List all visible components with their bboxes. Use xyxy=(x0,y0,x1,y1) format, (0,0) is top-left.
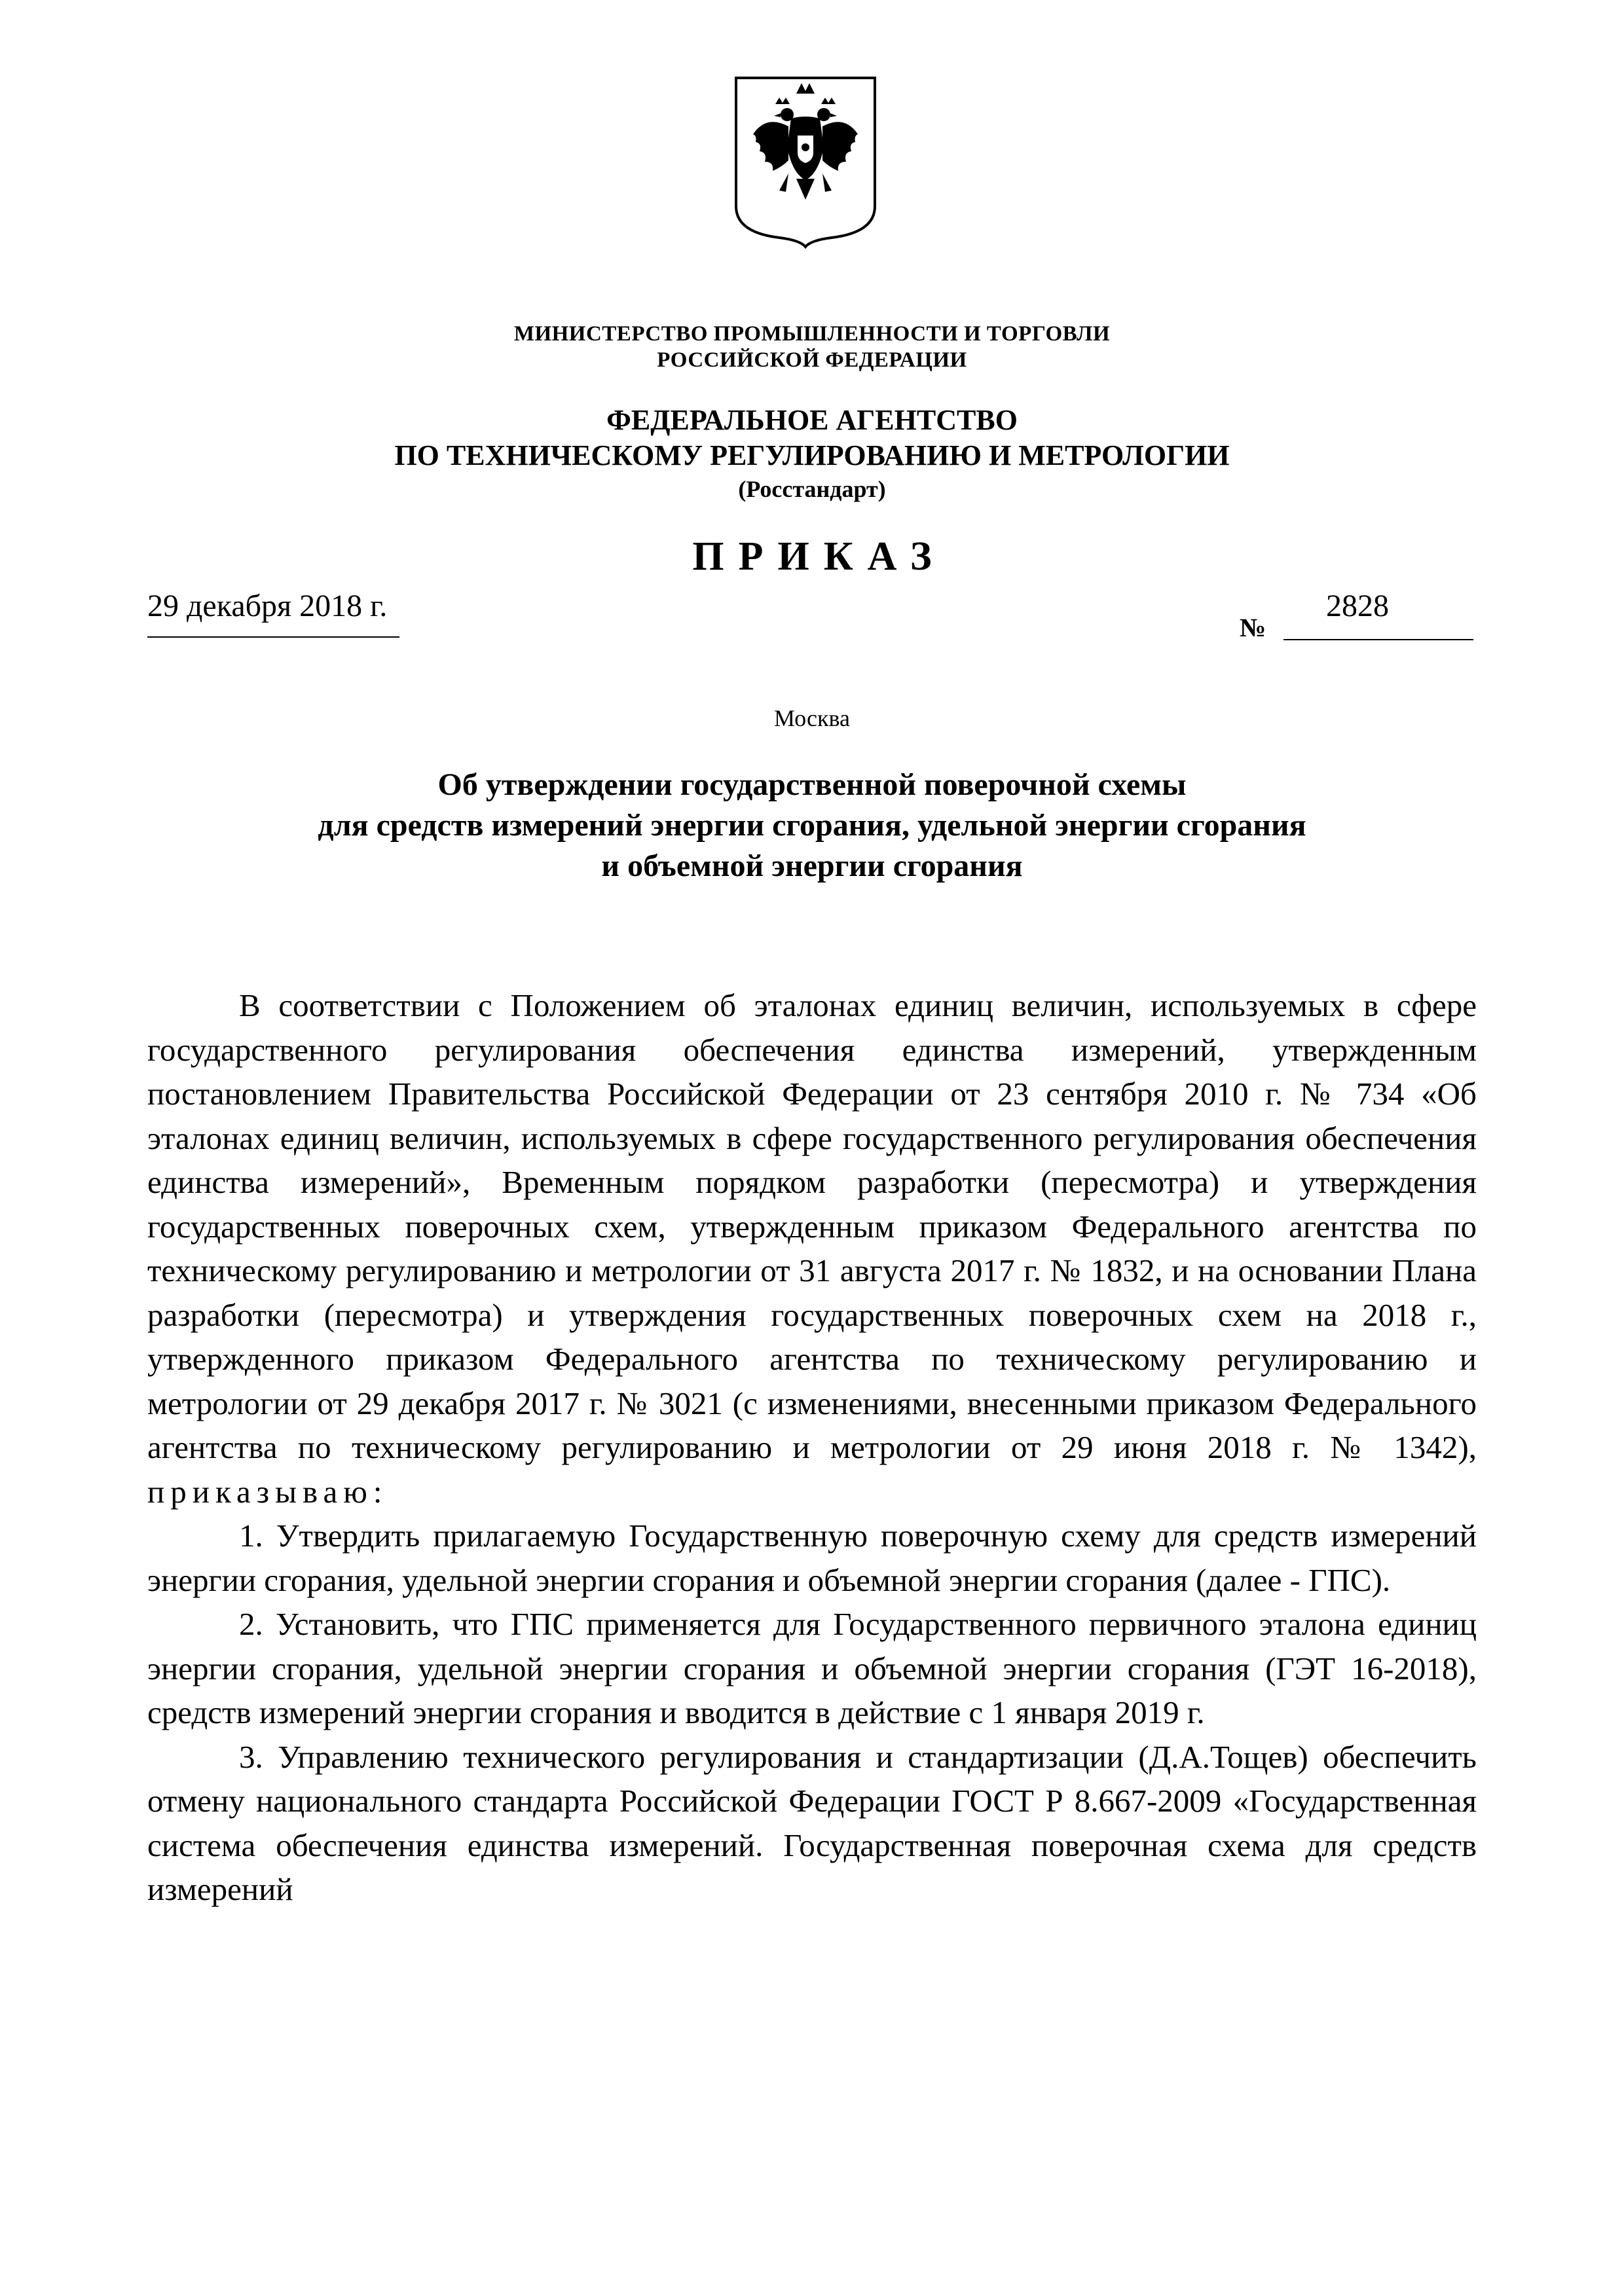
preamble-paragraph xyxy=(147,983,1477,1514)
item-3: 3. Управлению технического регулирования и стандартизации (Д.А.Тощев) обеспечить отмену национального стандарта Российской Федерации ГОСТ Р 8.667-2009 «Государственная система обеспечения единства измерений. Государственная поверочная схема для средств измерений xyxy=(147,1738,1477,1907)
order-date: 29 декабря 2018 г. xyxy=(147,588,399,638)
title-line-3: и объемной энергии сгорания xyxy=(601,848,1023,883)
document-body xyxy=(147,983,1477,1912)
city: Москва xyxy=(774,705,850,731)
document-title xyxy=(131,765,1493,886)
agency-short-name: (Росстандарт) xyxy=(738,476,886,502)
ministry-name xyxy=(0,321,1624,373)
title-line-2: для средств измерений энергии сгорания, удельной энергии сгорания xyxy=(318,808,1306,843)
number-sign: № xyxy=(1240,613,1266,642)
preamble-text: В соответствии с Положением об эталонах единиц величин, используемых в сфере государственного регулирования обеспечения единства измерений, утвержденным постановлением Правительства Российской Федерации от 23 сентября 2010 г. № 734 «Об эталонах единиц величин, используемых в сфере государственного регулирования обеспечения единства измерений», Временным порядком разработки (пересмотра) и утверждения государственных поверочных схем, утвержденным приказом Федерального агентства по техническому регулированию и метрологии от 31 августа 2017 г. № 1832, и на основании Плана разработки (пересмотра) и утверждения государственных поверочных схем на 2018 г., утвержденного приказом Федерального агентства по техническому регулированию и метрологии от 29 декабря 2017 г. № 3021 (с изменениями, внесенными приказом Федерального агентства по техническому регулированию и метрологии от 29 июня 2018 г. № 1342), xyxy=(147,987,1477,1465)
order-number-field xyxy=(1283,588,1473,640)
item-1: 1. Утвердить прилагаемую Государственную поверочную схему для средств измерений энергии сгорания, удельной энергии сгорания и объемной энергии сгорания (далее - ГПС). xyxy=(147,1518,1477,1598)
document-type: ПРИКАЗ xyxy=(692,534,946,579)
order-number: 2828 xyxy=(1326,589,1389,623)
agency-line-1: ФЕДЕРАЛЬНОЕ АГЕНТСТВО xyxy=(606,404,1018,436)
title-line-1: Об утверждении государственной поверочной схемы xyxy=(437,767,1187,802)
ministry-line-2: РОССИЙСКОЙ ФЕДЕРАЦИИ xyxy=(657,348,967,372)
ministry-line-1: МИНИСТЕРСТВО ПРОМЫШЛЕННОСТИ И ТОРГОВЛИ xyxy=(513,322,1111,346)
item-2: 2. Установить, что ГПС применяется для Государственного первичного эталона единиц энергии сгорания, удельной энергии сгорания и объемной энергии сгорания (ГЭТ 16-2018), средств измерений энергии сгорания и вводится в действие с 1 января 2019 г. xyxy=(147,1606,1477,1730)
agency-line-2: ПО ТЕХНИЧЕСКОМУ РЕГУЛИРОВАНИЮ И МЕТРОЛОГИИ xyxy=(394,439,1230,471)
order-word: приказываю: xyxy=(147,1473,388,1510)
state-emblem xyxy=(733,75,877,249)
agency-name xyxy=(0,403,1624,473)
